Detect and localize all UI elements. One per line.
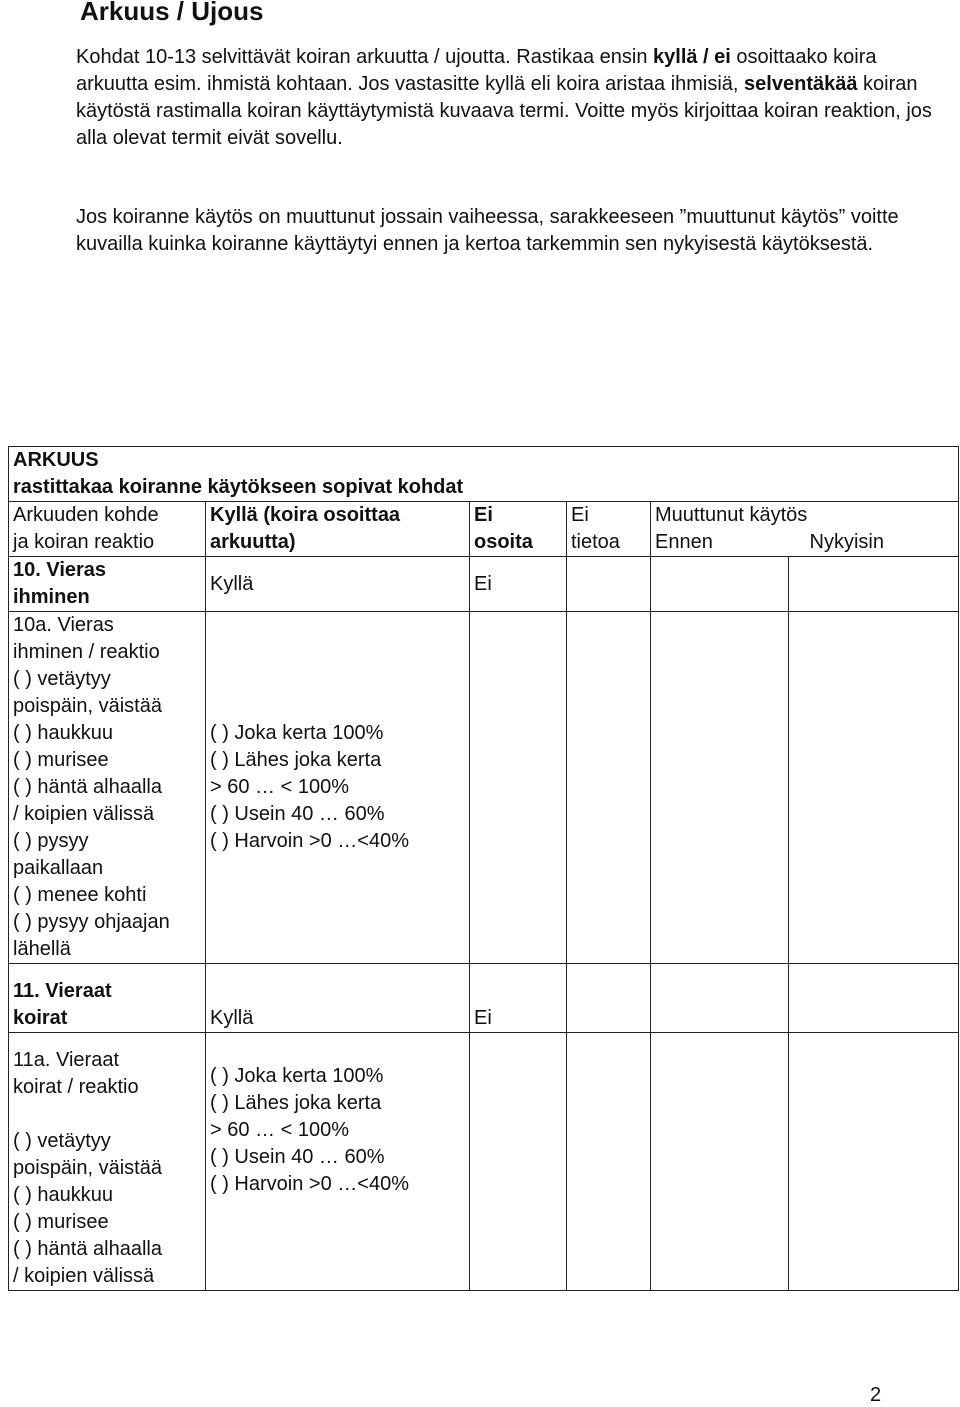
- header-line: osoita: [474, 531, 533, 553]
- option-line: ( ) pysyy: [13, 830, 89, 852]
- row-10a-label: [9, 612, 206, 964]
- frequency-option[interactable]: ( ) Lähes joka kerta: [210, 1092, 382, 1114]
- page-title: Arkuus / Ujous: [80, 0, 264, 26]
- row-10-unknown[interactable]: [567, 557, 651, 612]
- label-line: ihminen: [13, 586, 90, 608]
- page-number: 2: [870, 1384, 882, 1406]
- frequency-option[interactable]: ( ) Joka kerta 100%: [210, 722, 384, 744]
- row-11-now[interactable]: [789, 964, 959, 1033]
- intro-bold-yes-no: kyllä / ei: [653, 46, 731, 68]
- row-11a-unknown[interactable]: [567, 1033, 651, 1291]
- row-11a-frequency: [206, 1033, 470, 1291]
- frequency-option[interactable]: ( ) Usein 40 … 60%: [210, 803, 385, 825]
- label-line: 10. Vieras: [13, 559, 107, 581]
- header-line: Arkuuden kohde: [13, 504, 159, 526]
- col-header-changed: [651, 502, 959, 557]
- col-header-unknown: [567, 502, 651, 557]
- option-line: poispäin, väistää: [13, 1157, 162, 1179]
- col-header-yes: [206, 502, 470, 557]
- frequency-option: > 60 … < 100%: [210, 776, 349, 798]
- arkuus-table: [8, 446, 959, 1291]
- intro-bold-clarify: selventäkää: [744, 73, 858, 95]
- option-line: / koipien välissä: [13, 1265, 155, 1287]
- intro-text: koiran käytöstä rastimalla koiran käyttäytymistä kuvaava termi. Voitte myös kirjoittaa koiran reaktion, jos alla olevat termit eivät sovellu.: [76, 73, 932, 149]
- table-heading-title: ARKUUS: [13, 449, 99, 471]
- frequency-option[interactable]: ( ) Joka kerta 100%: [210, 1065, 384, 1087]
- option-line: ( ) haukkuu: [13, 1184, 114, 1206]
- frequency-option[interactable]: ( ) Harvoin >0 …<40%: [210, 1173, 409, 1195]
- header-line: Muuttunut käytös: [655, 504, 808, 526]
- row-10a-frequency: [206, 612, 470, 964]
- option-line: ( ) murisee: [13, 749, 109, 771]
- row-11-label: [9, 964, 206, 1033]
- row-10a-now[interactable]: [789, 612, 959, 964]
- header-line: arkuutta): [210, 531, 296, 553]
- intro-text: osoittaako koira arkuutta esim. ihmistä kohtaan. Jos vastasitte kyllä eli koira aristaa ihmisiä,: [76, 46, 877, 95]
- header-line: Ei: [571, 504, 589, 526]
- row-10-label: [9, 557, 206, 612]
- option-line: ( ) menee kohti: [13, 884, 147, 906]
- row-11a-now[interactable]: [789, 1033, 959, 1291]
- row-11a-no[interactable]: [470, 1033, 567, 1291]
- option-line: ihminen / reaktio: [13, 641, 160, 663]
- option-line: 10a. Vieras: [13, 614, 114, 636]
- frequency-option[interactable]: ( ) Usein 40 … 60%: [210, 1146, 385, 1168]
- option-line: ( ) pysyy ohjaajan: [13, 911, 170, 933]
- intro-paragraph-1: [76, 44, 936, 152]
- option-line: / koipien välissä: [13, 803, 155, 825]
- row-11-before[interactable]: [651, 964, 789, 1033]
- option-line: [13, 1101, 201, 1128]
- option-line: ( ) murisee: [13, 1211, 109, 1233]
- option-line: koirat / reaktio: [13, 1076, 139, 1098]
- table-heading: [9, 447, 959, 502]
- frequency-option: > 60 … < 100%: [210, 1119, 349, 1141]
- header-line: tietoa: [571, 531, 620, 553]
- row-11-no[interactable]: Ei: [470, 964, 567, 1033]
- option-line: ( ) haukkuu: [13, 722, 114, 744]
- row-11-unknown[interactable]: [567, 964, 651, 1033]
- option-line: ( ) vetäytyy: [13, 1130, 111, 1152]
- option-line: ( ) häntä alhaalla: [13, 1238, 162, 1260]
- header-line: ja koiran reaktio: [13, 531, 155, 553]
- col-header-no: [470, 502, 567, 557]
- row-10-yes[interactable]: Kyllä: [206, 557, 470, 612]
- row-11a-before[interactable]: [651, 1033, 789, 1291]
- row-10-before[interactable]: [651, 557, 789, 612]
- option-line: ( ) häntä alhaalla: [13, 776, 162, 798]
- col-header-target: [9, 502, 206, 557]
- row-11a-label: [9, 1033, 206, 1291]
- row-10a-unknown[interactable]: [567, 612, 651, 964]
- label-line: koirat: [13, 1007, 68, 1029]
- frequency-option[interactable]: ( ) Lähes joka kerta: [210, 749, 382, 771]
- frequency-option[interactable]: ( ) Harvoin >0 …<40%: [210, 830, 409, 852]
- label-line: 11. Vieraat: [13, 980, 112, 1002]
- row-10-now[interactable]: [789, 557, 959, 612]
- table-heading-instruction: rastittakaa koiranne käytökseen sopivat kohdat: [13, 476, 464, 498]
- row-10-no[interactable]: Ei: [470, 557, 567, 612]
- option-line: paikallaan: [13, 857, 104, 879]
- row-10a-before[interactable]: [651, 612, 789, 964]
- row-11-yes[interactable]: Kyllä: [206, 964, 470, 1033]
- intro-paragraph-2: Jos koiranne käytös on muuttunut jossain vaiheessa, sarakkeeseen ”muuttunut käytös” voitte kuvailla kuinka koiranne käyttäytyi ennen ja kertoa tarkemmin sen nykyisestä käytöksestä.: [76, 206, 899, 255]
- header-line: Kyllä (koira osoittaa: [210, 504, 401, 526]
- option-line: ( ) vetäytyy: [13, 668, 111, 690]
- col-header-now: Nykyisin: [809, 531, 884, 553]
- header-line: Ei: [474, 504, 493, 526]
- intro-text: Kohdat 10-13 selvittävät koiran arkuutta / ujoutta. Rastikaa ensin: [76, 46, 654, 68]
- option-line: 11a. Vieraat: [13, 1049, 120, 1071]
- row-10a-no[interactable]: [470, 612, 567, 964]
- option-line: lähellä: [13, 938, 71, 960]
- changed-subheaders: [655, 529, 954, 556]
- col-header-before: Ennen: [655, 531, 713, 553]
- option-line: poispäin, väistää: [13, 695, 162, 717]
